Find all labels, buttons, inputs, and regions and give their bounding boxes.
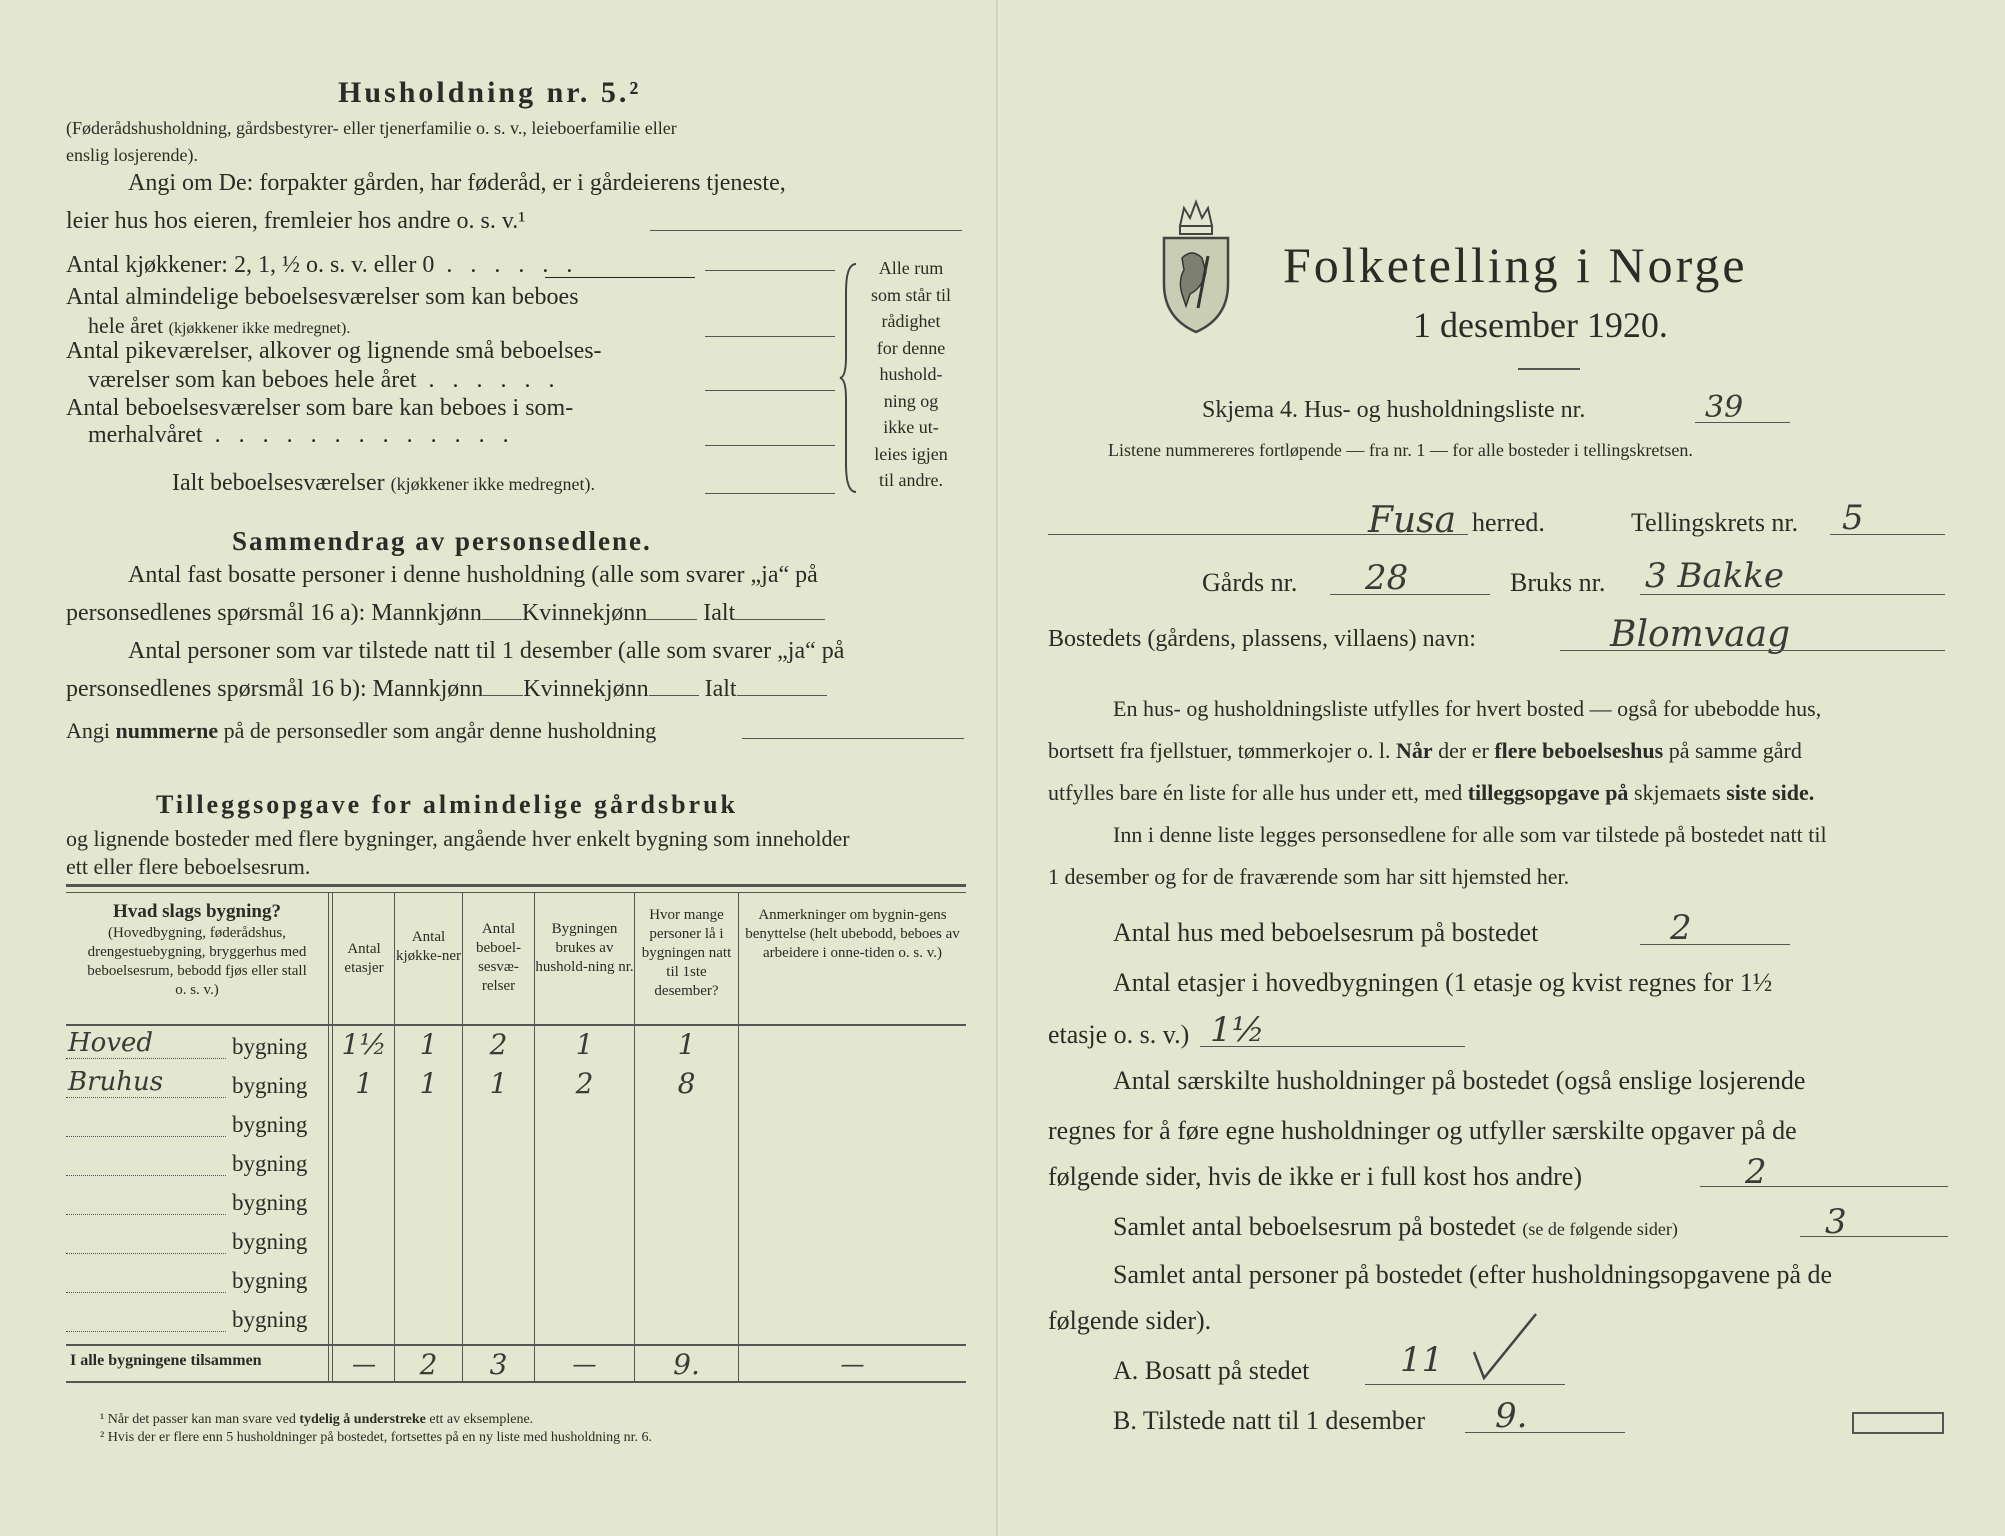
census-date: 1 desember 1920. bbox=[1413, 305, 1668, 345]
main-title: Folketelling i Norge bbox=[1283, 237, 1748, 293]
a-houses: 2 bbox=[1670, 908, 1692, 948]
building-name: Hoved bbox=[68, 1028, 154, 1058]
footnote-1: ¹ Når det passer kan man svare ved tydelig å understreke ett av eksemplene. bbox=[100, 1412, 534, 1427]
rooms-line4b: merhalvåret . . . . . . . . . . . . . bbox=[88, 422, 515, 448]
left-page bbox=[0, 0, 1000, 1536]
bruks-label: Bruks nr. bbox=[1510, 568, 1606, 597]
instruction-line1: En hus- og husholdningsliste utfylles for hvert bosted — også for ubebodde hus, bbox=[1113, 696, 1822, 721]
building-name: Bruhus bbox=[68, 1067, 164, 1097]
rooms-line3a: Antal pikeværelser, alkover og lignende små beboelses- bbox=[66, 338, 602, 364]
q-households-line2: regnes for å føre egne husholdninger og utfyller særskilte opgaver på de bbox=[1048, 1116, 1797, 1145]
brace bbox=[838, 262, 862, 494]
instruction-line5: 1 desember og for de fraværende som har sitt hjemsted her. bbox=[1048, 864, 1570, 889]
instruction-line4: Inn i denne liste legges personsedlene for alle som var tilstede på bostedet natt til bbox=[1113, 822, 1827, 847]
building-word: bygning bbox=[232, 1190, 308, 1215]
rooms-line2a: Antal almindelige beboelsesværelser som kan beboes bbox=[66, 284, 579, 310]
header-kitchens: Antal kjøkke-ner bbox=[396, 929, 461, 964]
rooms-total: Ialt beboelsesværelser (kjøkkener ikke medregnet). bbox=[172, 470, 596, 496]
a-households: 2 bbox=[1745, 1152, 1767, 1192]
building-word: bygning bbox=[232, 1229, 308, 1254]
krets-value: 5 bbox=[1842, 498, 1864, 538]
bosted-value: Blomvaag bbox=[1610, 614, 1791, 655]
q-rooms: Samlet antal beboelsesrum på bostedet (se de følgende sider) bbox=[1113, 1212, 1678, 1241]
building-cell-kitchens: 1 bbox=[419, 1028, 438, 1061]
total-persons: 9. bbox=[673, 1348, 700, 1381]
b-value: 9. bbox=[1495, 1396, 1528, 1436]
a-floors: 1½ bbox=[1210, 1010, 1265, 1050]
building-word: bygning bbox=[232, 1112, 308, 1137]
building-cell-rooms: 2 bbox=[489, 1028, 508, 1061]
summary-p3: Angi nummerne på de personsedler som angår denne husholdning bbox=[66, 718, 657, 743]
rooms-line2b: hele året (kjøkkener ikke medregnet). bbox=[88, 313, 351, 338]
question-line1: Angi om De: forpakter gården, har føderåd, er i gårdeierens tjeneste, bbox=[128, 170, 786, 196]
building-word: bygning bbox=[232, 1034, 308, 1059]
building-cell-household: 2 bbox=[575, 1067, 594, 1100]
intro-note-line1: (Føderådshusholdning, gårdsbestyrer- eller tjenerfamilie o. s. v., leieboerfamilie eller bbox=[66, 118, 677, 138]
building-word: bygning bbox=[232, 1268, 308, 1293]
herred-label: herred. bbox=[1472, 508, 1545, 537]
summary-p2-line1: Antal personer som var tilstede natt til 1 desember (alle som svarer „ja“ på bbox=[128, 638, 845, 664]
q-persons-line1: Samlet antal personer på bostedet (efter husholdningsopgavene på de bbox=[1113, 1260, 1833, 1289]
total-floors: — bbox=[352, 1350, 376, 1378]
q-houses: Antal hus med beboelsesrum på bostedet bbox=[1113, 918, 1539, 947]
footnote-2: ² Hvis der er flere enn 5 husholdninger på bostedet, fortsettes på en ny liste med husholdning nr. 6. bbox=[100, 1430, 653, 1445]
instruction-line3: utfylles bare én liste for alle hus under ett, med tilleggsopgave på skjemaets siste side. bbox=[1048, 780, 1815, 805]
header-household: Bygningen brukes av hushold-ning nr. bbox=[535, 921, 634, 975]
supplement-text-line2: ett eller flere beboelsesrum. bbox=[66, 854, 311, 879]
supplement-title: Tilleggsopgave for almindelige gårdsbruk bbox=[156, 790, 739, 819]
building-cell-floors: 1 bbox=[355, 1067, 373, 1100]
right-page bbox=[1000, 0, 2005, 1536]
summary-title: Sammendrag av personsedlene. bbox=[232, 526, 652, 556]
summary-p1-line1: Antal fast bosatte personer i denne husholdning (alle som svarer „ja“ på bbox=[128, 562, 818, 588]
a-value: 11 bbox=[1400, 1340, 1444, 1380]
buildings-table bbox=[66, 884, 966, 1384]
building-word: bygning bbox=[232, 1073, 308, 1098]
summary-p1-line2: personsedlenes spørsmål 16 a): Mannkjønn Kvinnekjønn Ialt bbox=[66, 600, 825, 627]
q-households-line3: følgende sider, hvis de ikke er i full kost hos andre) bbox=[1048, 1162, 1582, 1191]
a-rooms: 3 bbox=[1825, 1202, 1847, 1242]
building-cell-persons: 1 bbox=[677, 1028, 696, 1061]
q-floors-line1: Antal etasjer i hovedbygningen (1 etasje og kvist regnes for 1½ bbox=[1113, 968, 1773, 997]
question-line2: leier hus hos eieren, fremleier hos andre o. s. v.¹ bbox=[66, 208, 526, 234]
schema-nr: 39 bbox=[1705, 390, 1744, 425]
brace-note: Alle rum som står til rådighet for denne hushold- ning og ikke ut- leies igjen til andre. bbox=[871, 258, 951, 490]
total-kitchens: 2 bbox=[419, 1348, 438, 1381]
coat-of-arms-icon bbox=[1158, 196, 1234, 336]
building-cell-kitchens: 1 bbox=[419, 1067, 438, 1100]
building-cell-rooms: 1 bbox=[489, 1067, 508, 1100]
building-cell-persons: 8 bbox=[677, 1067, 696, 1100]
rooms-line1: Antal kjøkkener: 2, 1, ½ o. s. v. eller 0 . . . . . . bbox=[66, 252, 579, 278]
rooms-line4a: Antal beboelsesværelser som bare kan beboes i som- bbox=[66, 395, 574, 421]
header-floors: Antal etasjer bbox=[344, 941, 384, 976]
total-label: I alle bygningene tilsammen bbox=[70, 1352, 262, 1369]
building-cell-household: 1 bbox=[575, 1028, 594, 1061]
summary-p2-line2: personsedlenes spørsmål 16 b): Mannkjønn Kvinnekjønn Ialt bbox=[66, 676, 827, 703]
rooms-line3b: værelser som kan beboes hele året . . . . . . bbox=[88, 367, 561, 393]
building-cell-floors: 1½ bbox=[341, 1028, 387, 1061]
intro-note-line2: enslig losjerende). bbox=[66, 145, 198, 165]
question-answer-line bbox=[650, 230, 962, 231]
b-label: B. Tilstede natt til 1 desember bbox=[1113, 1406, 1425, 1435]
total-rooms: 3 bbox=[489, 1348, 508, 1381]
instruction-line2: bortsett fra fjellstuer, tømmerkojer o. l. Når der er flere beboelseshus på samme gård bbox=[1048, 738, 1802, 763]
bruks-value: 3 Bakke bbox=[1645, 556, 1785, 596]
bosted-label: Bostedets (gårdens, plassens, villaens) navn: bbox=[1048, 626, 1476, 652]
numbering-note: Listene nummereres fortløpende — fra nr. 1 — for alle bosteder i tellingskretsen. bbox=[1108, 440, 1693, 460]
q-floors-line2: etasje o. s. v.) bbox=[1048, 1020, 1190, 1049]
gards-value: 28 bbox=[1365, 558, 1409, 598]
header-remarks: Anmerkninger om bygnin-gens benyttelse (helt ubebodd, beboes av arbeidere i onne-tiden o. s. v.) bbox=[745, 907, 960, 961]
header-persons: Hvor mange personer lå i bygningen natt til 1ste desember? bbox=[641, 907, 732, 999]
q-households-line1: Antal særskilte husholdninger på bostedet (også enslige losjerende bbox=[1113, 1066, 1806, 1095]
building-word: bygning bbox=[232, 1151, 308, 1176]
header-rooms: Antal beboel-sesvæ-relser bbox=[476, 921, 521, 994]
krets-label: Tellingskrets nr. bbox=[1631, 508, 1799, 537]
gards-label: Gårds nr. bbox=[1202, 568, 1298, 597]
header-building: Hvad slags bygning? (Hovedbygning, føderådshus, drengestuebygning, bryggerhus med beboelsesrum, bebodd fjøs eller stall o. s. v.) bbox=[87, 901, 307, 998]
schema-label: Skjema 4. Hus- og husholdningsliste nr. bbox=[1202, 397, 1586, 423]
herred-value: Fusa bbox=[1368, 500, 1457, 541]
total-household: — bbox=[572, 1350, 597, 1378]
household-title: Husholdning nr. 5.² bbox=[338, 76, 642, 109]
tick-mark-icon bbox=[1470, 1312, 1540, 1382]
printer-stamp bbox=[1852, 1412, 1944, 1434]
supplement-text-line1: og lignende bosteder med flere bygninger, angående hver enkelt bygning som inneholder bbox=[66, 826, 850, 851]
building-word: bygning bbox=[232, 1307, 308, 1332]
total-remarks: — bbox=[840, 1350, 865, 1378]
a-label: A. Bosatt på stedet bbox=[1113, 1356, 1310, 1385]
q-persons-line2: følgende sider). bbox=[1048, 1306, 1212, 1335]
